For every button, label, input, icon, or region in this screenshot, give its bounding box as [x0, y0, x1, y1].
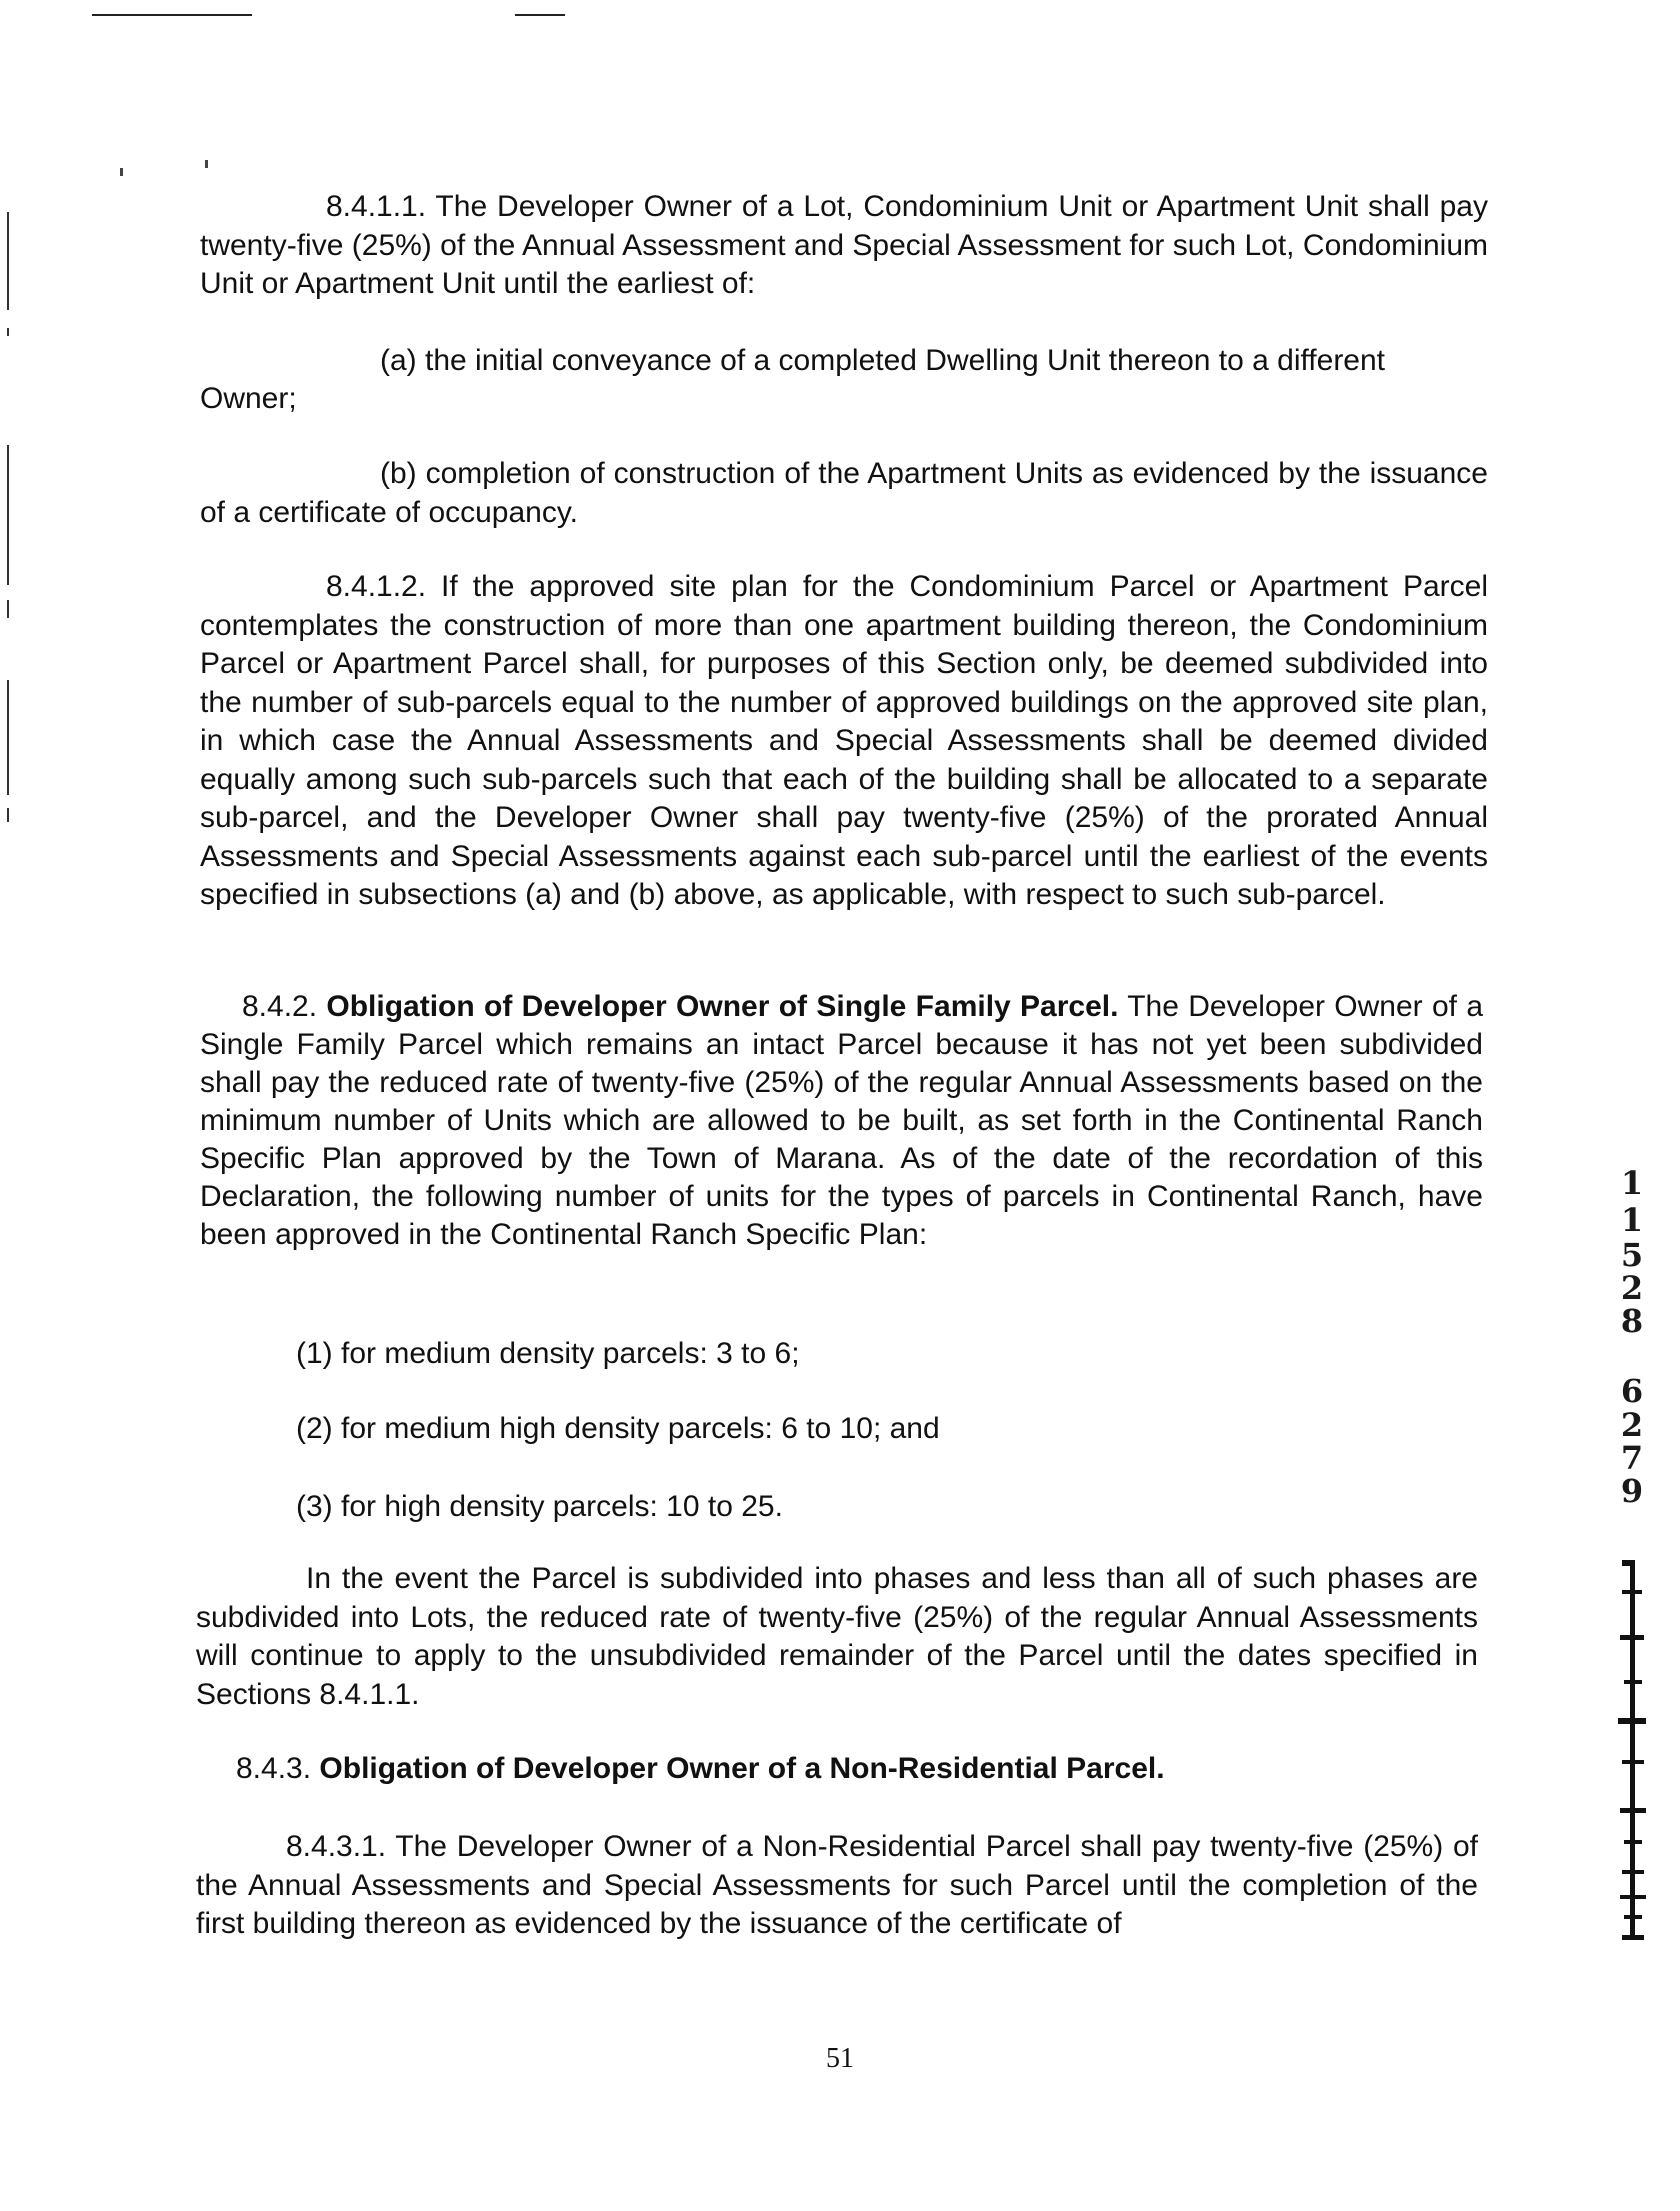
scan-artifact-tick: [120, 168, 123, 176]
scan-artifact-tick: [205, 160, 208, 168]
recording-stamp-digit: 7: [1620, 1439, 1644, 1477]
section-heading: Obligation of Developer Owner of Single Family Parcel.: [326, 990, 1119, 1023]
recording-stamp-digit: 2: [1620, 1406, 1644, 1444]
margin-change-bar: [7, 212, 9, 310]
list-item: (3) for high density parcels: 10 to 25.: [296, 1490, 783, 1523]
paragraph-8-4-3: [236, 1750, 1436, 1789]
list-item: (2) for medium high density parcels: 6 to 10; and: [296, 1412, 940, 1445]
section-number: 8.4.2.: [242, 990, 318, 1023]
margin-change-bar: [7, 328, 9, 336]
paragraph-8-4-1-2: 8.4.1.2. If the approved site plan for the Condominium Parcel or Apartment Parcel contemplates the construction of more than one apartment building thereon, the Condominium Parcel or Apartment Parcel shall, for purposes of this Section only, be deemed subdivided into the number of sub-parcels equal to the number of approved buildings on the approved site plan, in which case the Annual Assessments and Special Assessments shall be deemed divided equally among such sub-parcels such that each of the building shall be allocated to a separate sub-parcel, and the Developer Owner shall pay twenty-five (25%) of the prorated Annual Assessments and Special Assessments against each sub-parcel until the earliest of the events specified in subsections (a) and (b) above, as applicable, with respect to such sub-parcel.: [200, 570, 1488, 911]
section-number: 8.4.3.: [236, 1752, 312, 1785]
section-heading: Obligation of Developer Owner of a Non-Residential Parcel.: [319, 1752, 1165, 1785]
recording-stamp-digit: 2: [1620, 1269, 1644, 1307]
margin-change-bar: [7, 680, 9, 795]
scan-artifact-line: [515, 14, 565, 16]
section-body: The Developer Owner of a Single Family Parcel which remains an intact Parcel because it has not yet been subdivided shall pay the reduced rate of twenty-five (25%) of the regular Annual Assessments based on the minimum number of Units which are allowed to be built, as set forth in the Continental Ranch Specific Plan approved by the Town of Marana. As of the date of the recordation of this Declaration, the following number of units for the types of parcels in Continental Ranch, have been approved in the Continental Ranch Specific Plan:: [200, 990, 1484, 1251]
paragraph-a-line2: Owner;: [200, 382, 297, 415]
recording-stamp-digit: 6: [1620, 1372, 1644, 1410]
paragraph-8-4-3-1: 8.4.3.1. The Developer Owner of a Non-Residential Parcel shall pay twenty-five (25%) of the Annual Assessments and Special Assessments for such Parcel until the completion of the first building thereon as evidenced by the issuance of the certificate of: [196, 1830, 1478, 1940]
recording-stamp-digit: 5: [1620, 1236, 1644, 1274]
margin-change-bar: [7, 808, 9, 822]
paragraph-8-4-1-1: 8.4.1.1. The Developer Owner of a Lot, Condominium Unit or Apartment Unit shall pay twenty-five (25%) of the Annual Assessment and Special Assessment for such Lot, Condominium Unit or Apartment Unit until the earliest of:: [200, 190, 1488, 300]
list-item: (1) for medium density parcels: 3 to 6;: [296, 1337, 800, 1370]
recording-stamp-digit: 1: [1620, 1164, 1644, 1202]
page-number: 51: [826, 2043, 854, 2074]
margin-change-bar: [7, 445, 9, 585]
paragraph-in-the-event: In the event the Parcel is subdivided into phases and less than all of such phases are subdivided into Lots, the reduced rate of twenty-five (25%) of the regular Annual Assessments will continue to apply to the unsubdivided remainder of the Parcel until the dates specified in Sections 8.4.1.1.: [196, 1562, 1478, 1711]
recording-stamp-digit: 1: [1620, 1201, 1644, 1239]
recording-stamp-digit: 8: [1620, 1302, 1644, 1340]
barcode-stamp-icon: [1612, 1560, 1652, 1940]
scan-artifact-line: [92, 14, 252, 16]
paragraph-b: (b) completion of construction of the Apartment Units as evidenced by the issuance of a certificate of occupancy.: [200, 457, 1488, 529]
paragraph-a-line1: (a) the initial conveyance of a completed Dwelling Unit thereon to a different: [380, 344, 1386, 377]
margin-change-bar: [7, 600, 9, 618]
recording-stamp-digit: 9: [1620, 1472, 1644, 1510]
paragraph-8-4-2: [200, 988, 1483, 1254]
